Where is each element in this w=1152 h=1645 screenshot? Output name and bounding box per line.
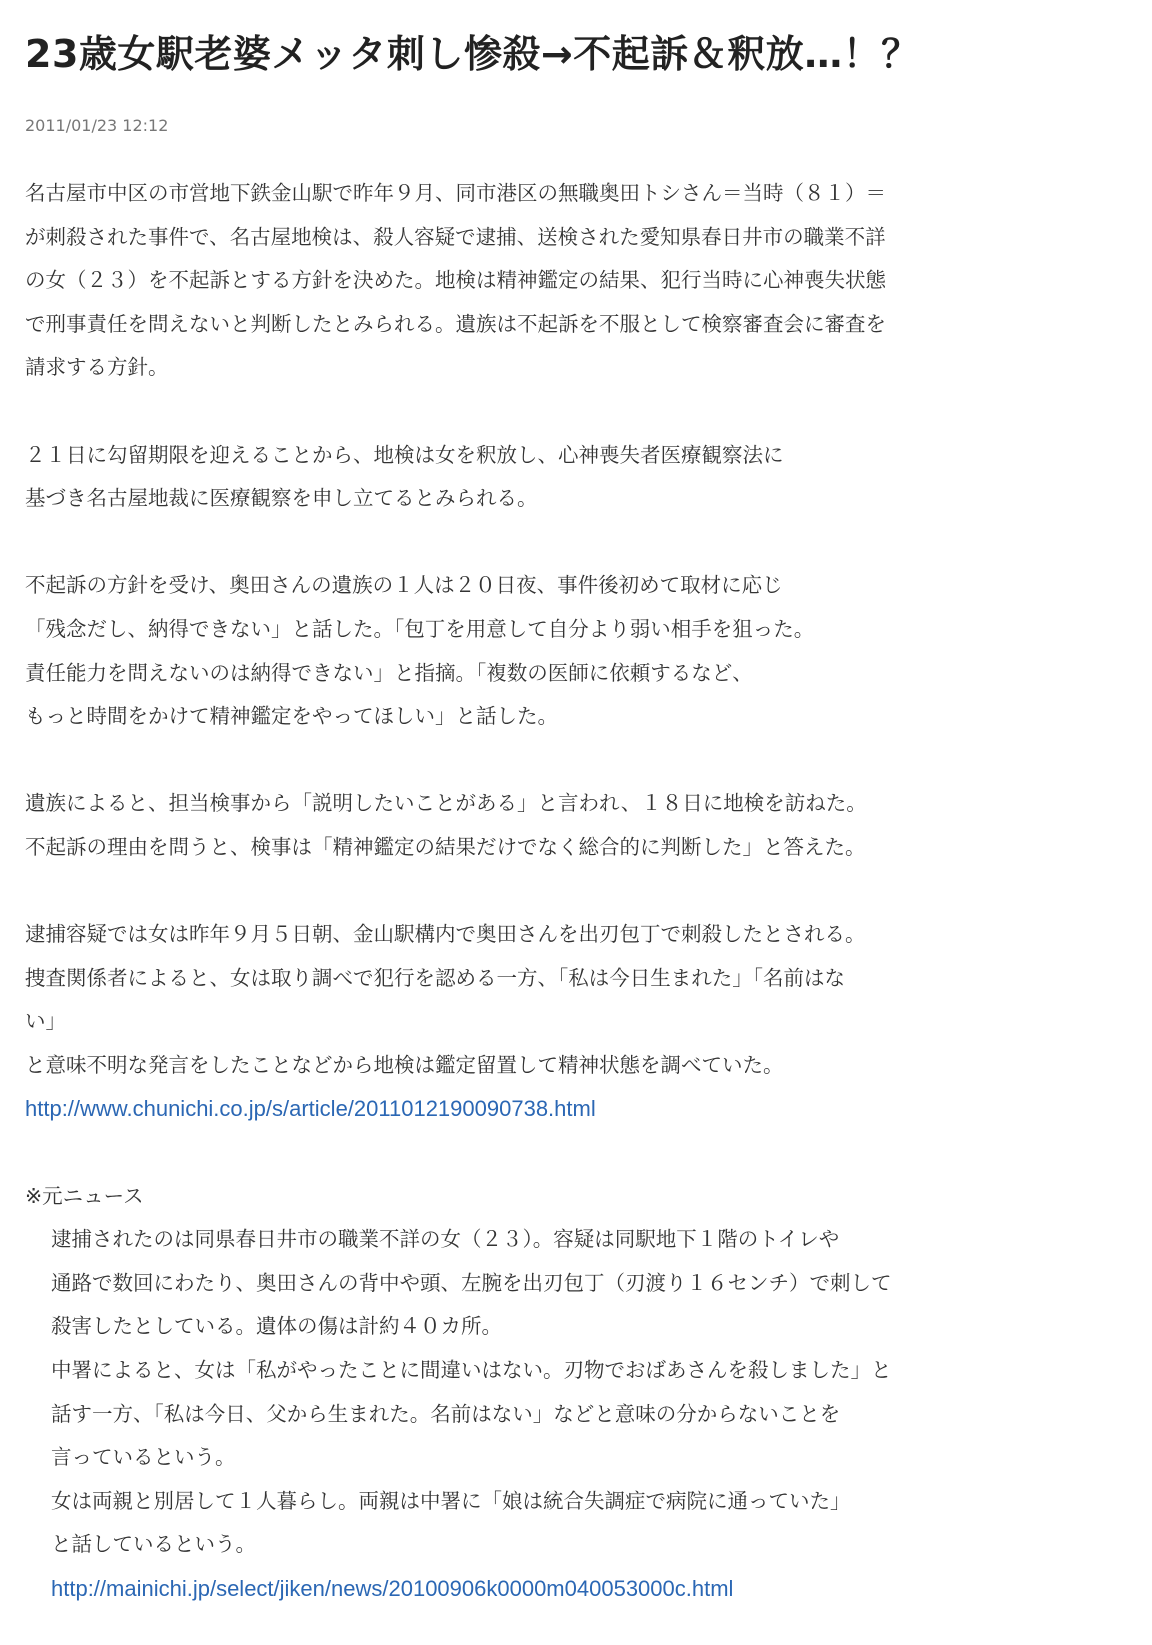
text-line: 基づき名古屋地裁に医療観察を申し立てるとみられる。 [25,486,538,511]
text-line: 女は両親と別居して１人暮らし。両親は中署に「娘は統合失調症で病院に通っていた」 [51,1488,851,1513]
text-line: 言っているという。 [51,1445,236,1470]
text-line: 責任能力を問えないのは納得できない」と指摘。「複数の医師に依頼するなど、 [25,660,753,685]
paragraph-5 [25,913,1035,1087]
paragraph-1 [25,172,1035,390]
spacer [25,739,1035,783]
text-line: で刑事責任を問えないと判断したとみられる。遺族は不起訴を不服として検察審査会に審査を [25,311,886,336]
text-line: 不起訴の方針を受け、奥田さんの遺族の１人は２０日夜、事件後初めて取材に応じ [25,573,783,598]
spacer [25,521,1035,565]
text-line: 名古屋市中区の市営地下鉄金山駅で昨年９月、同市港区の無職奥田トシさん＝当時（８１）＝ [25,181,886,205]
text-line: 遺族によると、担当検事から「説明したいことがある」と言われ、１８日に地検を訪ねた。 [25,791,867,816]
source-link-chunichi[interactable]: http://www.chunichi.co.jp/s/article/2011012190090738.html [25,1096,596,1122]
article-body [25,172,1035,1611]
text-line: い」 [25,1009,66,1034]
text-line: 請求する方針。 [25,355,169,380]
text-line: 通路で数回にわたり、奥田さんの背中や頭、左腕を出刃包丁（刃渡り１６センチ）で刺して [51,1270,892,1295]
spacer [25,1131,1035,1175]
source-link-row [51,1567,1035,1611]
paragraph-4 [25,782,1035,869]
text-line: 「残念だし、納得できない」と話した。「包丁を用意して自分より弱い相手を狙った。 [25,616,815,641]
spacer [25,390,1035,434]
text-line: 逮捕されたのは同県春日井市の職業不詳の女（２３）。容疑は同駅地下１階のトイレや [51,1227,840,1252]
text-line: 不起訴の理由を問うと、検事は「精神鑑定の結果だけでなく総合的に判断した」と答えた。 [25,834,866,859]
article [25,0,1035,1611]
text-line: の女（２３）を不起訴とする方針を決めた。地検は精神鑑定の結果、犯行当時に心神喪失状態 [25,268,886,293]
text-line: 殺害したとしている。遺体の傷は計約４０カ所。 [51,1314,502,1339]
text-line: 逮捕容疑では女は昨年９月５日朝、金山駅構内で奥田さんを出刃包丁で刺殺したとされる。 [25,922,866,947]
source-link-mainichi[interactable]: http://mainichi.jp/select/jiken/news/20100906k0000m040053000c.html [51,1576,734,1601]
spacer [25,870,1035,914]
quoted-original-news [25,1218,1035,1610]
article-title: 23歳女駅老婆メッタ刺し惨殺→不起訴＆釈放…！？ [25,32,920,76]
post-date: 2011/01/23 12:12 [25,116,169,135]
text-line: と話しているという。 [51,1532,256,1557]
text-line: 中署によると、女は「私がやったことに間違いはない。刃物でおばあさんを殺しました」と [51,1358,892,1383]
paragraph-2 [25,434,1035,521]
text-line: が刺殺された事件で、名古屋地検は、殺人容疑で逮捕、送検された愛知県春日井市の職業不詳 [25,224,886,249]
source-link-row [25,1087,1035,1131]
text-line: 話す一方、「私は今日、父から生まれた。名前はない」などと意味の分からないことを [51,1401,841,1426]
text-line: ２１日に勾留期限を迎えることから、地検は女を釈放し、心神喪失者医療観察法に [25,442,784,467]
text-line: 捜査関係者によると、女は取り調べで犯行を認める一方、「私は今日生まれた」「名前はな [25,965,845,990]
text-line: と意味不明な発言をしたことなどから地検は鑑定留置して精神状態を調べていた。 [25,1052,784,1077]
paragraph-3 [25,564,1035,738]
text-line: もっと時間をかけて精神鑑定をやってほしい」と話した。 [25,704,558,729]
original-news-label: ※元ニュース [25,1183,144,1208]
